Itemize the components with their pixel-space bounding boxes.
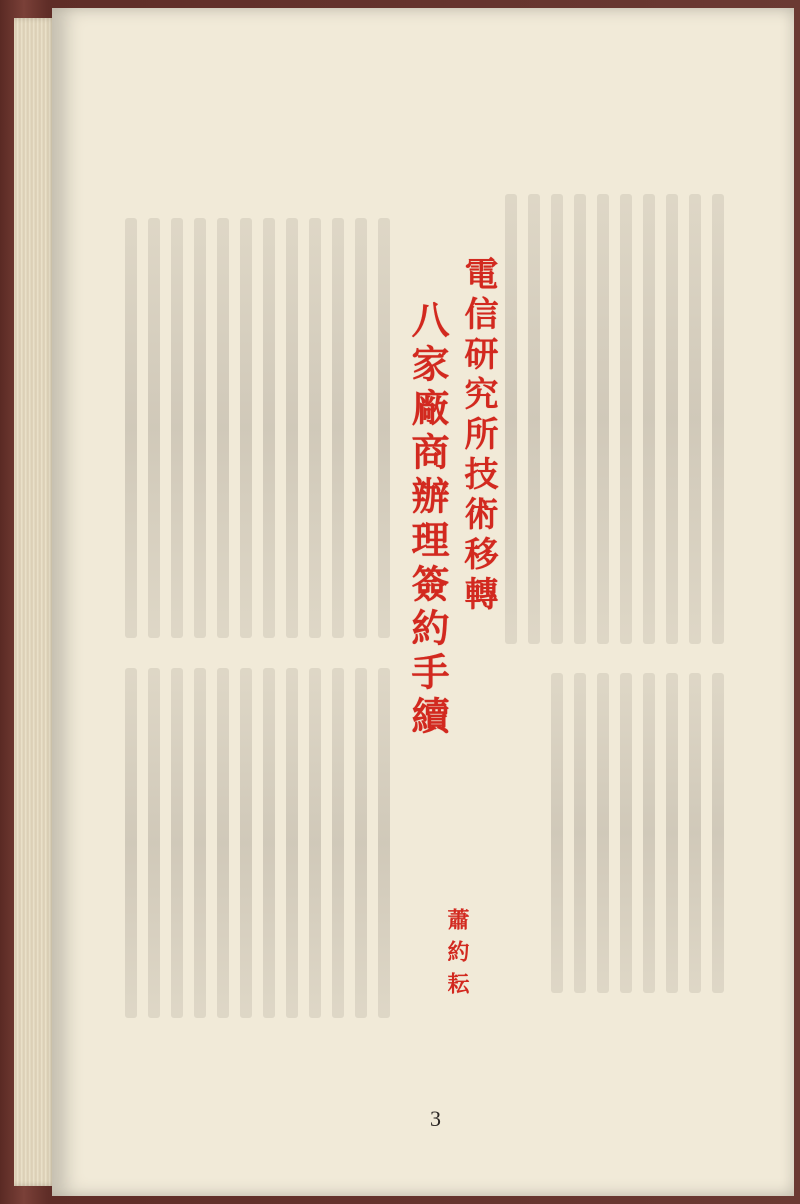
article-subtitle: 八家廠商辦理簽約手續 [405,300,450,740]
page-number: 3 [430,1106,441,1131]
page-stack-edge [14,18,56,1186]
article-title: 電信研究所技術移轉 [458,256,498,616]
author-name: 蕭約耘 [444,908,470,1004]
document-page [52,8,794,1196]
